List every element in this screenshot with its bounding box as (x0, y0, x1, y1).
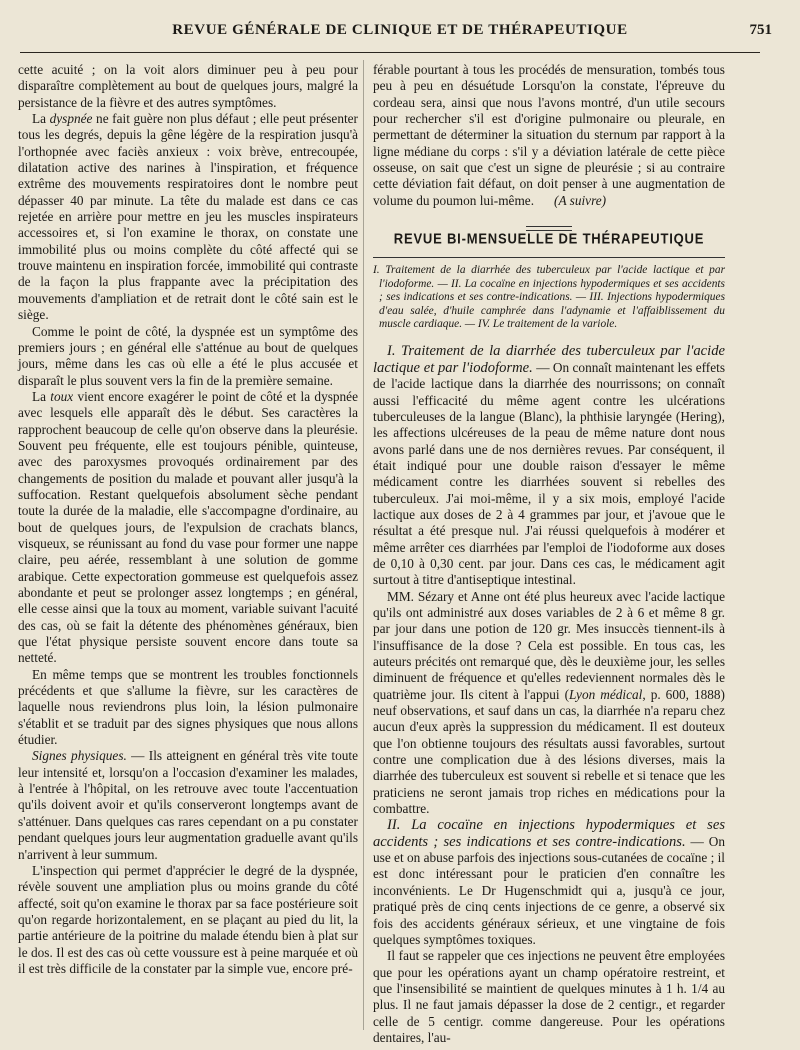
right-column (373, 62, 725, 1046)
paragraph (18, 111, 358, 323)
header-rule (20, 52, 760, 53)
text-run: La (32, 388, 51, 404)
left-column (18, 62, 358, 977)
paragraph: Il faut se rappeler que ces injections ne peuvent être employées que pour les opérations ayant un champ opératoire restreint, et que l'insensibilité se maintient de quelques minutes à 1 h. 1/4 au plus. Il ne faut jamais dépasser la dose de 2 centigr., et regarder celle de 5 centigr. comme dangereuse. Pour les opérations dentaires, l'au- (373, 948, 725, 1045)
column-divider (363, 60, 364, 1030)
text-run: — On connaît maintenant les effets de l'acide lactique dans la diarrhée des nourrissons; on connaît aussi l'efficacité du même agent contre les ulcérations tuberculeuses de la langue (Blanc), la phthisie laryngée (Hering), les affections ulcéreuses de la peau de même nature dont nous avons parlé dans une de nos dernières revues. Par conséquent, il était indiqué pour une double raison d'essayer le même médicament contre les diarrhées souvent si rebelles des tuberculeux. J'ai moi-même, il y a six mois, employé l'acide lactique aux doses de 2 à 4 grammes par jour, et j'avoue que le résultat a été presque nul. J'ai réussi quelquefois à modérer et même arrêter ces diarrhées par l'emploi de l'iodoforme aux doses de 0,10 à 0,30 cent. par jour. Dans ces cas, le médicament agit surtout à titre d'antiseptique intestinal. (373, 359, 725, 588)
text-run: vient encore exagérer le point de côté et la dyspnée avec lesquels elle apparaît dès le début. Ses caractères la rapprochent beaucoup de celle qu'on observe dans la pleurésie. Souvent peu fréquente, elle est toujours pénible, quinteuse, avec des paroxysmes provoqués ordinairement par des changements de position du malade et pouvant aller jusqu'à la suffocation. Restant quelquefois absolument sèche pendant toute la durée de la maladie, elle s'accompagne d'ordinaire, au bout de quelques jours, de l'expulsion de crachats blancs, visqueux, se réunissant au fond du vase pour former une nappe claire, peu aérée, ressemblant à une solution de gomme arabique. Cette expectoration gommeuse est quelquefois assez abondante et peut se prolonger assez longtemps ; en général, elle cesse ainsi que la toux au moment, variable suivant l'acuité des cas, où se fait la détente des phénomènes généraux, bien que l'état physique persiste souvent encore dans toute sa netteté. (18, 388, 358, 666)
subsection-title-2: II. La cocaïne en injections hypodermiques et ses accidents ; ses indications et ses contre-indications. (373, 817, 725, 850)
text-run: — Ils atteignent en général très vite toute leur intensité et, lorsqu'on a l'occasion d'examiner les malades, à l'entrée à l'hôpital, on les retrouve avec toute l'accentuation qu'ils doivent avoir et qu'ils conserveront longtemps avant de s'atténuer. Dans quelques cas rares cependant on a pu constater pendant quelques jours leur augmentation graduelle avant qu'ils n'arrivent à leur summum. (18, 748, 358, 862)
text-run: La (32, 111, 50, 127)
section-title: REVUE BI-MENSUELLE DE THÉRAPEUTIQUE (393, 229, 705, 248)
text-run: , p. 600, 1888) neuf observations, et sauf dans un cas, la diarrhée n'a reparu chez aucun d'eux après la suppression du médicament. Il est douteux que l'on obtienne toujours des résultats aussi favorables, surtout contre une complication due à des lésions diverses, mais la diarrhée des tuberculeux est souvent si rebelle et si tenace que les praticiens ne seront jamais trop riches en médications pour la combattre. (373, 686, 725, 817)
paragraph: cette acuité ; on la voit alors diminuer peu à peu pour disparaître complètement au bout de quelques jours, malgré la persistance de la fièvre et des autres symptômes. (18, 62, 358, 110)
page-number: 751 (749, 22, 772, 38)
term-dyspnee: dyspnée (49, 111, 93, 127)
paragraph (373, 817, 725, 948)
a-suivre: (A suivre) (554, 192, 607, 208)
running-header: REVUE GÉNÉRALE DE CLINIQUE ET DE THÉRAPEUTIQUE (172, 22, 628, 38)
term-toux: toux (50, 388, 74, 404)
term-signes-physiques: Signes physiques. (32, 748, 127, 764)
paragraph (373, 589, 725, 818)
paragraph: Comme le point de côté, la dyspnée est un symptôme des premiers jours ; en général elle s'atténue au bout de quelques jours, même dans les cas où elle a été le plus accusée et disparaît le plus souvent vers la fin de la première semaine. (18, 323, 358, 388)
paragraph (18, 748, 358, 862)
text-run: — On use et on abuse parfois des injections sous-cutanées de cocaïne ; il est donc intéressant pour le praticien d'en connaître les inconvénients. Le Dr Hugenschmidt qui a, jusqu'à ce jour, pratiqué près de cinq cents injections de ce genre, a observé six fois des accidents généraux sérieux, et une vingtaine de fois quelques symptômes toxiques. (373, 833, 725, 947)
citation-lyon-medical: Lyon médical (569, 686, 643, 702)
text-run: ne fait guère non plus défaut ; elle peut présenter tous les degrés, depuis la gêne légère de la respiration jusqu'à l'orthopnée avec faciès anxieux : voix brève, entrecoupée, dilatation active des narines à l'inspiration, et fréquence extrême des mouvements respiratoires dont le nombre peut dépasser 40 par minute. La tête du malade est dans ce cas rejetée en arrière pour mettre en jeu les muscles inspirateurs accessoires et, si l'on examine le thorax, on constate une immobilité plus ou moins complète du côté affecté qui se trouve maintenu en inspiration forcée, immobilité qui contraste de la façon la plus frappante avec la précipitation des mouvements d'ampliation et de retrait dont le côté sain est le siège. (18, 111, 358, 323)
paragraph (373, 62, 725, 209)
text-run: MM. Sézary et Anne ont été plus heureux avec l'acide lactique qu'ils ont administré aux doses variables de 2 à 6 et même 8 gr. par jour dans une potion de 120 gr. Mes insuccès tiennent-ils à l'insuffisance de la dose ? Cela est possible. En tous cas, les auteurs précités ont remarqué que, dès le deuxième jour, les selles diminuent de fréquence et qu'elles redeviennent normales dès le quatrième jour. Ils citent à l'appui ( (373, 588, 725, 702)
section-summary: I. Traitement de la diarrhée des tuberculeux par l'acide lactique et par l'iodoforme. — II. La cocaïne en injections hypodermiques et ses accidents ; ses indications et ses contre-indications. — III. Injections hypodermiques d'eau salée, d'huile camphrée dans l'adynamie et l'affaiblissement du muscle cardiaque. — IV. Le traitement de la variole. (373, 264, 725, 331)
text-run: férable pourtant à tous les procédés de mensuration, tombés tous peu à peu en désuétude Lorsqu'on la constate, l'épreuve du cordeau sera, ainsi que nous l'avons montré, d'un utile secours pour rechercher s'il est d'origine pulmonaire ou pleurale, en permettant de déterminer la situation du sternum par rapport à la ligne médiane du corps : s'il y a déviation latérale de cette pièce osseuse, on sait que c'est un signe de pleurésie ; si au contraire cette déviation fait défaut, on doit penser à une augmentation de volume du poumon lui-même. (373, 62, 725, 208)
ornament-divider (373, 219, 725, 225)
subsection-title-1: I. Traitement de la diarrhée des tuberculeux par l'acide lactique et par l'iodoforme. (373, 343, 725, 376)
paragraph: En même temps que se montrent les troubles fonctionnels précédents et que s'allume la fièvre, sur les caractères de laquelle nous reviendrons plus loin, la lésion pulmonaire s'établit et se traduit par des signes physiques que nous allons étudier. (18, 666, 358, 748)
paragraph (373, 343, 725, 588)
paragraph (18, 389, 358, 667)
paragraph: L'inspection qui permet d'apprécier le degré de la dyspnée, révèle souvent une ampliation plus ou moins grande du côté affecté, soit qu'on examine le thorax par sa face postérieure soit qu'on regarde horizontalement, en se plaçant au pied du lit, la partie antérieure de la poitrine du malade étendu bien à plat sur le dos. Il est des cas où cette voussure est à peine marquée et où il est très difficile de la constater par la simple vue, encore pré- (18, 862, 358, 976)
section-rule (373, 257, 725, 258)
